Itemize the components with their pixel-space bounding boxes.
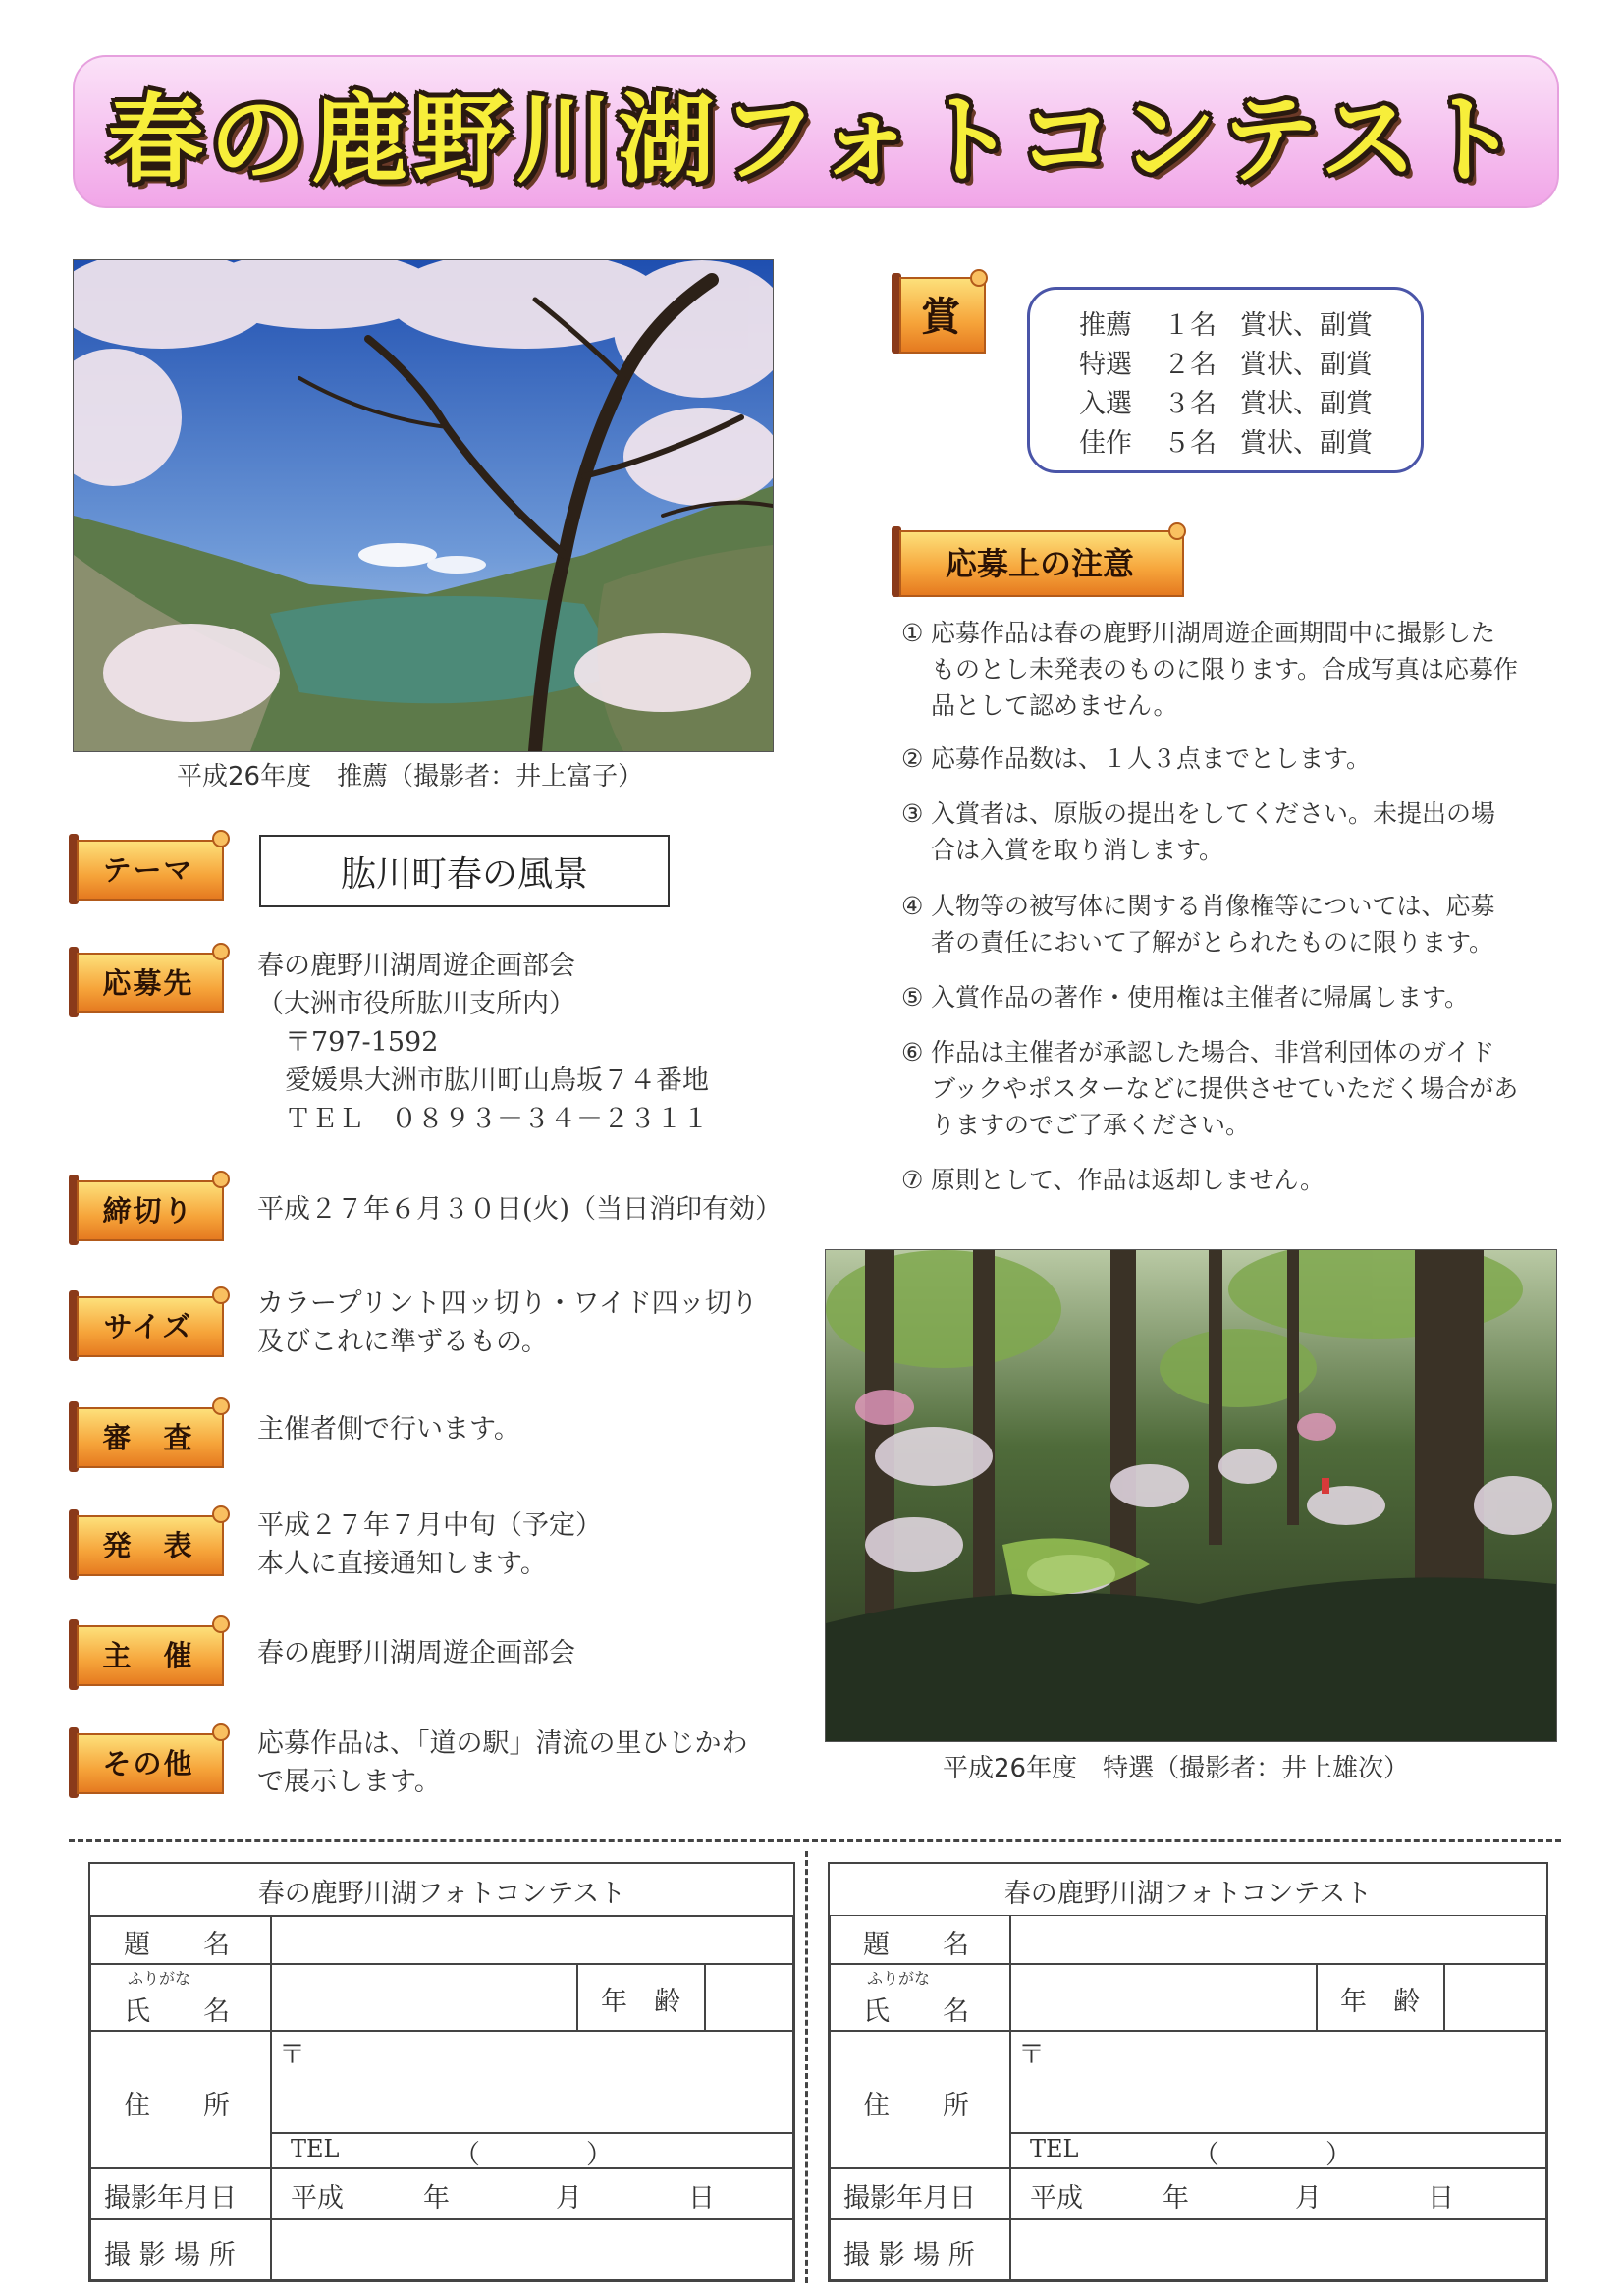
furigana-label: ふりがな <box>867 1969 931 1988</box>
note-number: ⑦ <box>901 1166 924 1194</box>
date-value: 平成 年 月 日 <box>291 2183 715 2214</box>
form-header: 春の鹿野川湖フォトコンテスト <box>1003 1879 1373 1909</box>
other-line-1: 応募作品は、「道の駅」清流の里ひじかわ <box>257 1728 748 1759</box>
notes-label <box>892 530 1186 593</box>
note-line: 者の責任において了解がとられたものに限ります。 <box>931 928 1494 957</box>
note-number: ① <box>901 619 924 647</box>
organizer-label <box>69 1625 226 1682</box>
prize-count: ５名 <box>1163 428 1217 459</box>
prize-count: ２名 <box>1163 350 1217 380</box>
note-number: ③ <box>901 799 924 828</box>
announcement-line-1: 平成２７年７月中旬（予定） <box>257 1510 602 1541</box>
note-line: 作品は主催者が承認した場合、非営利団体のガイド <box>931 1038 1495 1066</box>
prize-rank: 特選 <box>1079 350 1132 380</box>
age-label: 年 齢 <box>1340 1987 1420 2017</box>
prize-count: １名 <box>1163 310 1217 341</box>
note-line: 原則として、作品は返却しません。 <box>931 1166 1325 1194</box>
prize-rank: 佳作 <box>1079 428 1132 459</box>
other-label-text: その他 <box>102 1746 194 1780</box>
form-header: 春の鹿野川湖フォトコンテスト <box>257 1879 626 1909</box>
destination-line-1: 春の鹿野川湖周遊企画部会 <box>257 951 575 981</box>
destination-line-4: 愛媛県大洲市肱川町山鳥坂７４番地 <box>285 1066 709 1096</box>
place-input[interactable] <box>271 2219 793 2280</box>
title-label: 題 名 <box>124 1930 230 1960</box>
destination-line-5: ＴＥＬ ０８９３－３４－２３１１ <box>285 1104 709 1134</box>
prize-rank: 入選 <box>1079 389 1132 419</box>
note-line: 人物等の被写体に関する肖像権等については、応募 <box>931 892 1495 920</box>
deadline-value: 平成２７年６月３０日(火)（当日消印有効） <box>257 1194 783 1225</box>
entry-form <box>828 1862 1548 2282</box>
tel-parens: （ ） <box>454 2140 613 2170</box>
postal-mark: 〒 <box>279 2040 305 2070</box>
photo-forest-azaleas <box>825 1249 1557 1742</box>
name-input[interactable] <box>1010 1964 1317 2031</box>
photo1-caption: 平成26年度 推薦（撮影者：井上富子） <box>177 762 644 792</box>
size-line-2: 及びこれに準ずるもの。 <box>257 1327 548 1357</box>
prize-award: 賞状、副賞 <box>1240 428 1373 459</box>
destination-label <box>69 953 226 1010</box>
date-label: 撮影年月日 <box>843 2183 976 2214</box>
organizer-value: 春の鹿野川湖周遊企画部会 <box>257 1638 575 1668</box>
tel-parens: （ ） <box>1193 2140 1352 2170</box>
theme-label <box>69 840 226 897</box>
title-banner <box>73 55 1559 208</box>
deadline-label-text: 締切り <box>102 1193 194 1228</box>
title-label: 題 名 <box>863 1930 969 1960</box>
prize-table <box>1027 287 1424 473</box>
furigana-label: ふりがな <box>128 1969 191 1988</box>
judging-label <box>69 1407 226 1464</box>
cut-line-vertical <box>805 1851 808 2283</box>
other-label <box>69 1733 226 1790</box>
note-line: 品として認めません。 <box>931 691 1178 720</box>
announcement-label <box>69 1515 226 1572</box>
tel-label: TEL <box>1030 2135 1079 2162</box>
destination-line-2: （大洲市役所肱川支所内） <box>257 989 575 1019</box>
prize-label <box>892 277 986 350</box>
title-input[interactable] <box>1010 1915 1546 1964</box>
organizer-label-text: 主 催 <box>102 1638 194 1672</box>
notes-label-text: 応募上の注意 <box>945 545 1134 582</box>
entry-form <box>88 1862 795 2282</box>
theme-label-text: テーマ <box>102 852 194 887</box>
announcement-label-text: 発 表 <box>102 1528 194 1562</box>
name-label: 氏 名 <box>863 1996 969 2027</box>
postal-mark: 〒 <box>1018 2040 1045 2070</box>
name-label: 氏 名 <box>124 1996 230 2027</box>
note-number: ② <box>901 744 924 773</box>
address-label: 住 所 <box>124 2091 230 2121</box>
age-input[interactable] <box>705 1964 793 2031</box>
note-number: ⑤ <box>901 983 924 1011</box>
theme-value: 肱川町春の風景 <box>259 835 670 907</box>
prize-award: 賞状、副賞 <box>1240 389 1373 419</box>
prize-count: ３名 <box>1163 389 1217 419</box>
note-number: ⑥ <box>901 1038 924 1066</box>
note-line: 応募作品数は、１人３点までとします。 <box>931 744 1372 773</box>
prize-rank: 推薦 <box>1079 310 1132 341</box>
date-value: 平成 年 月 日 <box>1030 2183 1454 2214</box>
note-line: 入賞作品の著作・使用権は主催者に帰属します。 <box>931 983 1470 1011</box>
place-label: 撮 影 場 所 <box>843 2240 975 2270</box>
destination-line-3: 〒797-1592 <box>285 1027 439 1058</box>
note-line: ものとし未発表のものに限ります。合成写真は応募作 <box>931 655 1519 683</box>
prize-label-text: 賞 <box>921 294 960 340</box>
place-label: 撮 影 場 所 <box>104 2240 236 2270</box>
deadline-label <box>69 1180 226 1237</box>
prize-award: 賞状、副賞 <box>1240 310 1373 341</box>
note-number: ④ <box>901 892 924 920</box>
date-label: 撮影年月日 <box>104 2183 237 2214</box>
judging-value: 主催者側で行います。 <box>257 1414 520 1445</box>
note-line: 入賞者は、原版の提出をしてください。未提出の場 <box>931 799 1496 828</box>
prize-award: 賞状、副賞 <box>1240 350 1373 380</box>
address-label: 住 所 <box>863 2091 969 2121</box>
age-label: 年 齢 <box>601 1987 680 2017</box>
other-line-2: で展示します。 <box>257 1767 441 1797</box>
destination-label-text: 応募先 <box>102 965 194 1000</box>
photo2-caption: 平成26年度 特選（撮影者：井上雄次） <box>943 1754 1410 1783</box>
size-line-1: カラープリント四ッ切り・ワイド四ッ切り <box>257 1288 758 1319</box>
place-input[interactable] <box>1010 2219 1546 2280</box>
tel-label: TEL <box>291 2135 340 2162</box>
note-line: りますのでご了承ください。 <box>931 1111 1251 1139</box>
name-input[interactable] <box>271 1964 577 2031</box>
photo-cherry-lake <box>73 259 774 752</box>
address-input[interactable] <box>271 2031 793 2133</box>
announcement-line-2: 本人に直接通知します。 <box>257 1549 547 1579</box>
note-line: ブックやポスターなどに提供させていただく場合があ <box>931 1074 1519 1103</box>
judging-label-text: 審 査 <box>102 1420 194 1454</box>
size-label-text: サイズ <box>103 1309 193 1343</box>
address-input[interactable] <box>1010 2031 1546 2133</box>
page-title: 春の鹿野川湖フォトコンテスト <box>107 83 1525 196</box>
age-input[interactable] <box>1444 1964 1546 2031</box>
note-line: 合は入賞を取り消します。 <box>931 836 1224 864</box>
cut-line <box>69 1839 1561 1842</box>
note-line: 応募作品は春の鹿野川湖周遊企画期間中に撮影した <box>931 619 1496 647</box>
size-label <box>69 1296 226 1353</box>
title-input[interactable] <box>271 1915 793 1964</box>
